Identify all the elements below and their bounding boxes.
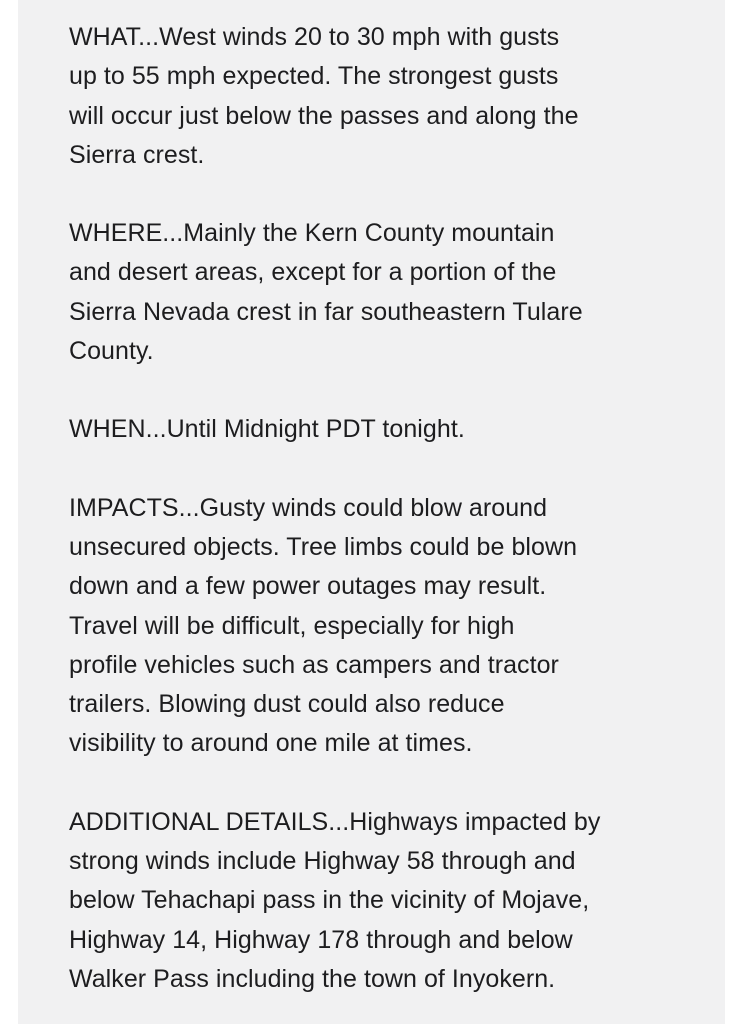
alert-text-line: WHERE...Mainly the Kern County mountain xyxy=(69,219,555,248)
alert-section-impacts xyxy=(69,489,685,764)
alert-text-line: visibility to around one mile at times. xyxy=(69,729,473,758)
alert-details-card xyxy=(18,0,725,1024)
alert-text-line: and desert areas, except for a portion of the xyxy=(69,258,557,287)
alert-text-line: profile vehicles such as campers and tractor xyxy=(69,650,559,679)
alert-text-line: up to 55 mph expected. The strongest gusts xyxy=(69,62,559,91)
alert-text-line: WHAT...West winds 20 to 30 mph with gusts xyxy=(69,23,560,51)
alert-text-line: below Tehachapi pass in the vicinity of Mojave, xyxy=(69,886,590,915)
alert-text-line: Sierra Nevada crest in far southeastern Tulare xyxy=(69,297,583,326)
alert-text-line: IMPACTS...Gusty winds could blow around xyxy=(69,493,548,522)
alert-text-line: trailers. Blowing dust could also reduce xyxy=(69,690,505,719)
alert-section-when xyxy=(69,410,685,449)
alert-text-line: Sierra crest. xyxy=(69,140,205,169)
alert-text-line: Walker Pass including the town of Inyokern. xyxy=(69,964,556,993)
alert-text-line: unsecured objects. Tree limbs could be blown xyxy=(69,532,578,561)
alert-text-line: Travel will be difficult, especially for high xyxy=(69,611,515,640)
alert-text-line: WHEN...Until Midnight PDT tonight. xyxy=(69,415,465,444)
alert-text-line: down and a few power outages may result. xyxy=(69,572,547,601)
alert-text-line: County. xyxy=(69,337,154,366)
alert-text-line: Highway 14, Highway 178 through and below xyxy=(69,925,573,954)
alert-text-line: strong winds include Highway 58 through and xyxy=(69,847,576,876)
alert-section-additional-details xyxy=(69,803,685,999)
alert-text-line: will occur just below the passes and along the xyxy=(69,101,579,130)
alert-section-where xyxy=(69,214,685,371)
alert-text-line: ADDITIONAL DETAILS...Highways impacted by xyxy=(69,807,601,836)
alert-section-what xyxy=(69,18,685,175)
